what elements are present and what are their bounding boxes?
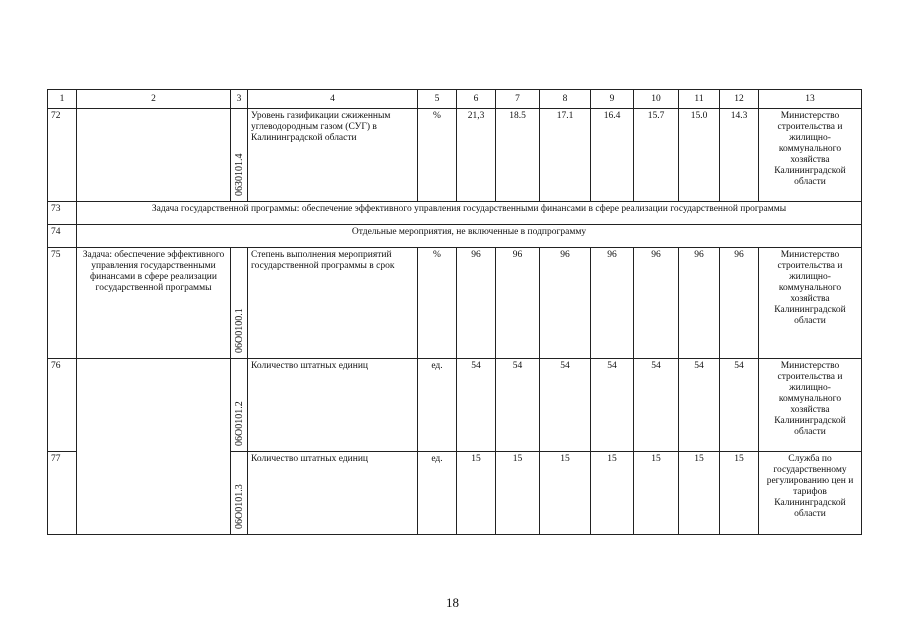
value-cell: 16.4 [591, 109, 634, 202]
section-heading: Отдельные мероприятия, не включенные в подпрограмму [77, 225, 862, 248]
code-cell [231, 452, 248, 535]
value-cell: 96 [457, 248, 496, 359]
indicators-table [47, 89, 862, 535]
row-number: 77 [48, 452, 77, 535]
indicator-cell: Количество штатных единиц [248, 359, 418, 452]
header-cell: 5 [418, 90, 457, 109]
task-cell-merged [77, 359, 231, 535]
executor-cell: Министерство строительства и жилищно-коммунального хозяйства Калининградской области [759, 109, 862, 202]
executor-cell: Министерство строительства и жилищно-коммунального хозяйства Калининградской области [759, 248, 862, 359]
header-cell: 2 [77, 90, 231, 109]
value-cell: 96 [496, 248, 540, 359]
header-cell: 7 [496, 90, 540, 109]
value-cell: 54 [679, 359, 720, 452]
value-cell: 21,3 [457, 109, 496, 202]
row-number: 73 [48, 202, 77, 225]
value-cell: 15 [591, 452, 634, 535]
value-cell: 15 [496, 452, 540, 535]
code-cell [231, 248, 248, 359]
executor-cell: Министерство строительства и жилищно-коммунального хозяйства Калининградской области [759, 359, 862, 452]
table-row [48, 225, 862, 248]
value-cell: 54 [540, 359, 591, 452]
header-cell: 1 [48, 90, 77, 109]
value-cell: 15 [679, 452, 720, 535]
value-cell: 15.0 [679, 109, 720, 202]
code-text: 06О0101.3 [234, 484, 245, 529]
row-number: 72 [48, 109, 77, 202]
value-cell: 18.5 [496, 109, 540, 202]
value-cell: 96 [634, 248, 679, 359]
code-cell [231, 359, 248, 452]
code-cell [231, 109, 248, 202]
code-text: 06З0101.4 [234, 153, 245, 196]
header-cell: 4 [248, 90, 418, 109]
value-cell: 15.7 [634, 109, 679, 202]
code-text: 06О0100.1 [234, 308, 245, 353]
table-row [48, 109, 862, 202]
indicator-cell: Уровень газификации сжиженным углеводородным газом (СУГ) в Калининградской области [248, 109, 418, 202]
unit-cell: % [418, 248, 457, 359]
value-cell: 96 [720, 248, 759, 359]
row-number: 74 [48, 225, 77, 248]
header-cell: 6 [457, 90, 496, 109]
unit-cell: % [418, 109, 457, 202]
value-cell: 96 [540, 248, 591, 359]
header-cell: 8 [540, 90, 591, 109]
section-heading: Задача государственной программы: обеспечение эффективного управления государственными финансами в сфере реализации государственной программы [77, 202, 862, 225]
unit-cell: ед. [418, 452, 457, 535]
table-row [48, 359, 862, 452]
value-cell: 54 [457, 359, 496, 452]
indicator-cell: Количество штатных единиц [248, 452, 418, 535]
value-cell: 54 [496, 359, 540, 452]
value-cell: 54 [591, 359, 634, 452]
value-cell: 17.1 [540, 109, 591, 202]
header-cell: 13 [759, 90, 862, 109]
task-cell: Задача: обеспечение эффективного управления государственными финансами в сфере реализации государственной программы [77, 248, 231, 359]
header-cell: 11 [679, 90, 720, 109]
header-cell: 9 [591, 90, 634, 109]
value-cell: 15 [457, 452, 496, 535]
task-cell [77, 109, 231, 202]
value-cell: 54 [634, 359, 679, 452]
code-text: 06О0101.2 [234, 401, 245, 446]
header-row [48, 90, 862, 109]
value-cell: 15 [634, 452, 679, 535]
executor-cell: Служба по государственному регулированию цен и тарифов Калининградской области [759, 452, 862, 535]
unit-cell: ед. [418, 359, 457, 452]
header-cell: 12 [720, 90, 759, 109]
value-cell: 15 [720, 452, 759, 535]
page-number: 18 [446, 595, 459, 610]
value-cell: 96 [679, 248, 720, 359]
table-row [48, 248, 862, 359]
value-cell: 15 [540, 452, 591, 535]
row-number: 76 [48, 359, 77, 452]
value-cell: 54 [720, 359, 759, 452]
value-cell: 96 [591, 248, 634, 359]
table-row [48, 202, 862, 225]
header-cell: 10 [634, 90, 679, 109]
row-number: 75 [48, 248, 77, 359]
value-cell: 14.3 [720, 109, 759, 202]
header-cell: 3 [231, 90, 248, 109]
indicator-cell: Степень выполнения мероприятий государственной программы в срок [248, 248, 418, 359]
